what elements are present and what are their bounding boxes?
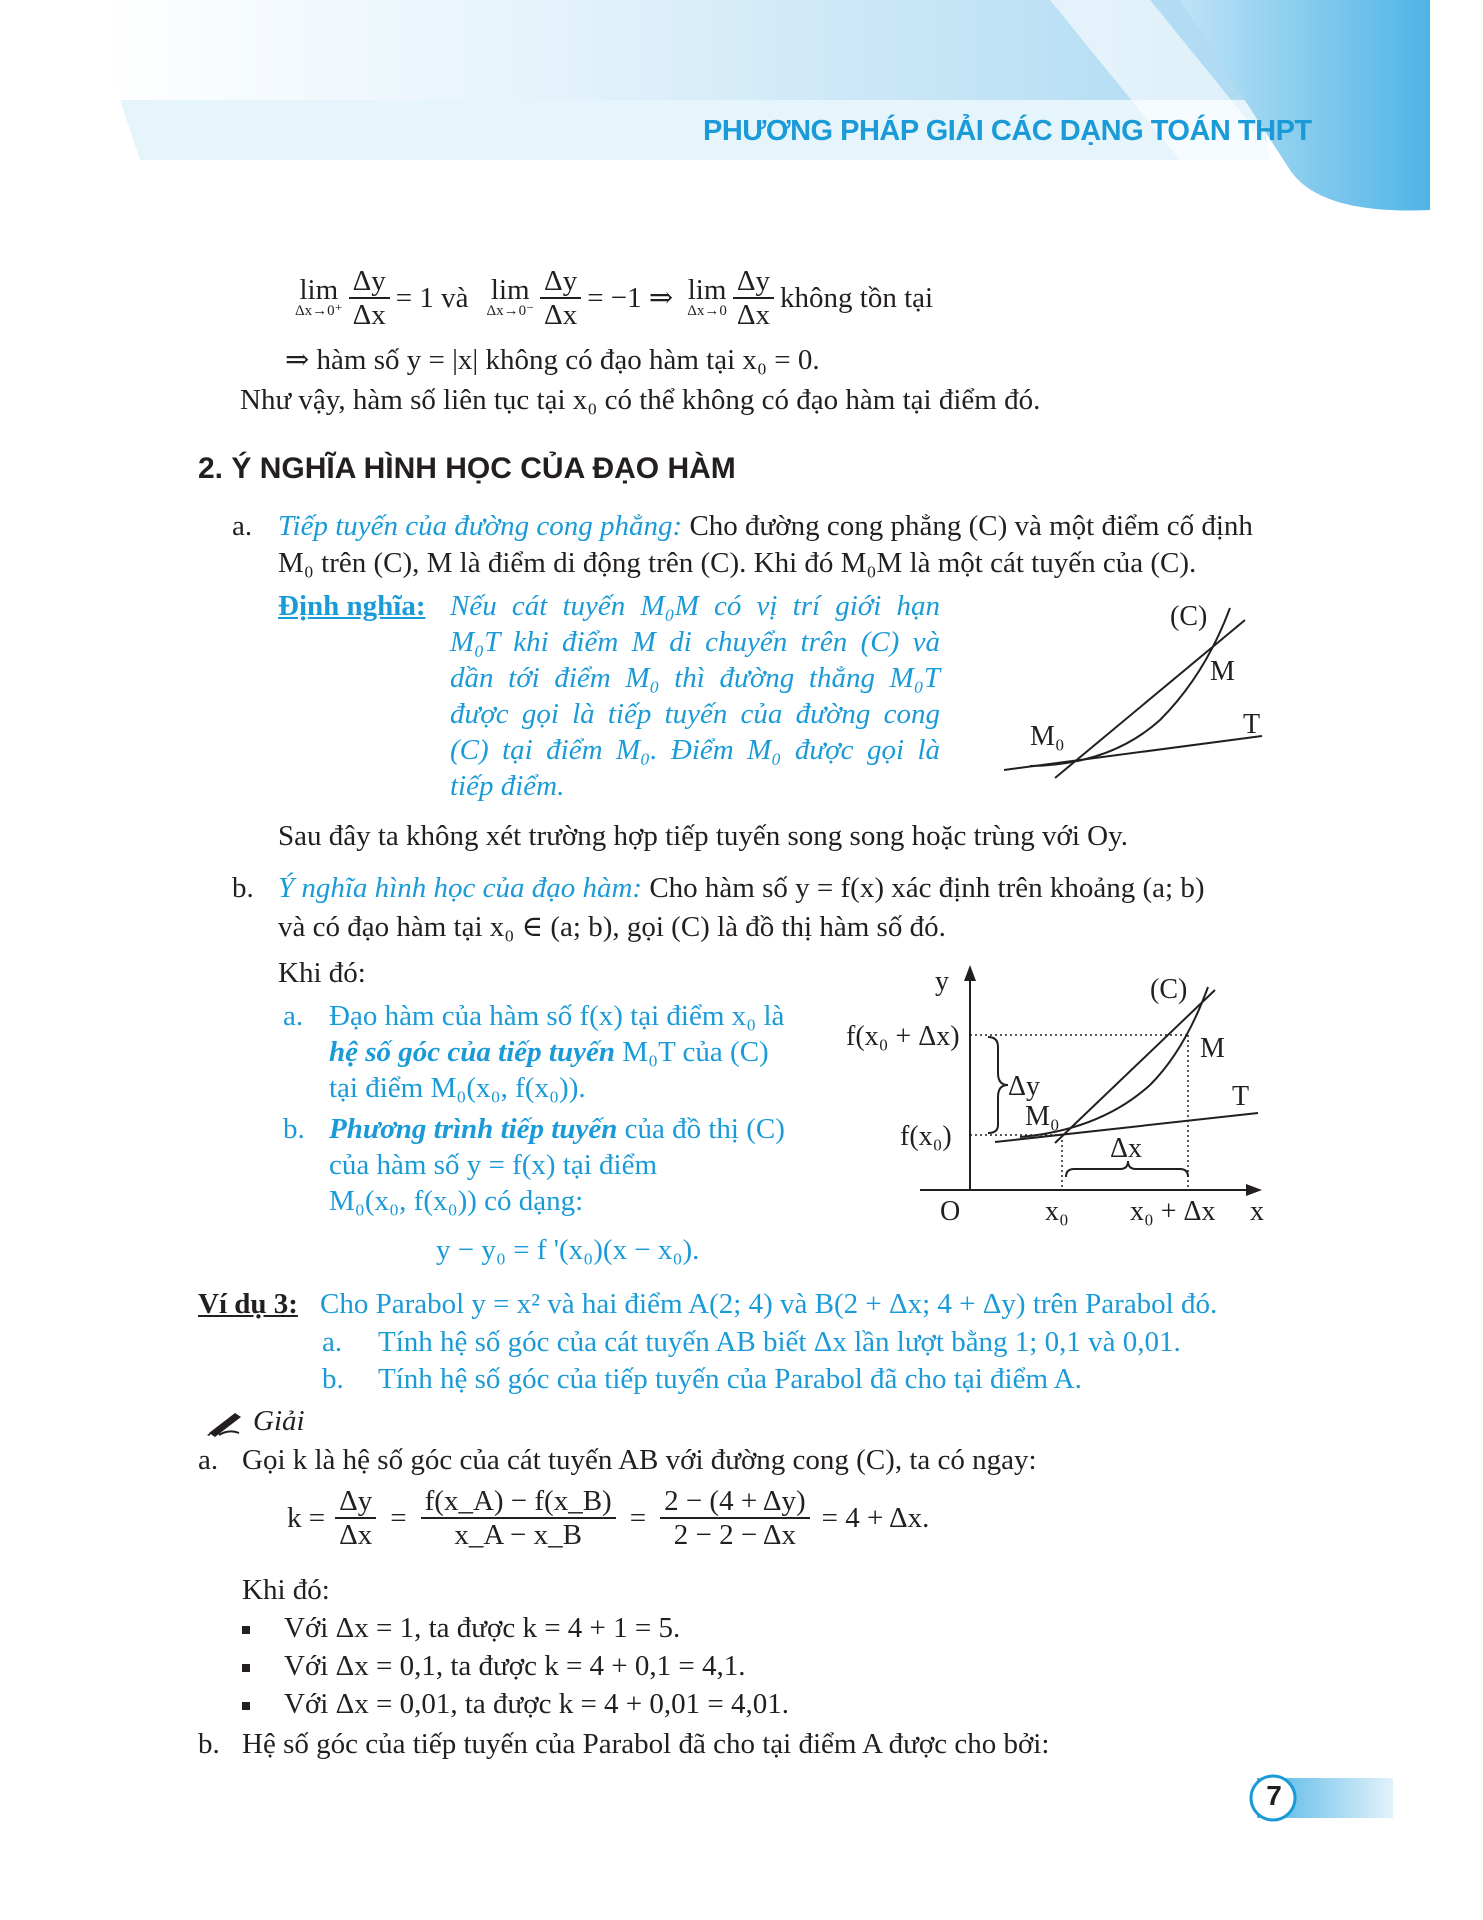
item-b-line-1: b. Ý nghĩa hình học của đạo hàm: Cho hàm số y = f(x) xác định trên khoảng (a; b) — [232, 872, 1205, 904]
definition-body: Nếu cát tuyến M₀M có vị trí giới hạn M₀T khi điểm M di chuyển trên (C) và dần tới điểm M₀ thì đường thẳng M₀T được gọi là tiếp tuyến của đường cong (C) tại điểm M₀. Điểm M₀ được gọi là tiếp điểm. — [450, 590, 940, 802]
eq-text-tail: không tồn tại — [780, 282, 934, 314]
label-m0: M₀ — [1025, 1101, 1060, 1132]
label-x: x — [1250, 1196, 1264, 1227]
label-m: M — [1210, 656, 1235, 687]
page-number-tab — [1235, 1772, 1395, 1822]
item-a-line-1: a. Tiếp tuyến của đường cong phẳng: Cho đường cong phẳng (C) và một điểm cố định — [232, 510, 1253, 542]
brace-dy — [988, 1037, 1008, 1133]
label-m: M — [1200, 1033, 1225, 1064]
page-number: 7 — [1266, 1780, 1282, 1811]
fraction-2: $\frac{\Delta y}{\Delta x}$ — [540, 265, 581, 331]
lim-2: lim Δx→0⁻ — [486, 274, 535, 319]
header-title: PHƯƠNG PHÁP GIẢI CÁC DẠNG TOÁN THPT — [703, 115, 1312, 147]
eq-text-2: = −1 ⇒ — [587, 282, 674, 314]
label-t: T — [1243, 709, 1261, 740]
label-o: O — [940, 1196, 961, 1227]
label-fx0: f(x₀) — [900, 1121, 952, 1152]
label-m0: M₀ — [1030, 721, 1065, 752]
secant-line — [1055, 620, 1245, 778]
example-label: Ví dụ 3: — [198, 1288, 298, 1320]
list-item: Với Δx = 0,01, ta được k = 4 + 0,01 = 4,01. — [242, 1686, 789, 1722]
eq-text-1: = 1 và — [395, 282, 469, 314]
label-dy: Δy — [1008, 1071, 1041, 1102]
khi-do-1: Khi đó: — [278, 957, 366, 989]
label-x0dx: x₀ + Δx — [1130, 1196, 1216, 1227]
k-frac-1: $\frac{\Delta y}{\Delta x}$ — [335, 1485, 376, 1551]
definition-label: Định nghĩa: — [278, 590, 426, 622]
tangent-figure-2 — [840, 965, 1280, 1235]
list-item: Với Δx = 0,1, ta được k = 4 + 0,1 = 4,1. — [242, 1648, 789, 1684]
item-b-line-2: và có đạo hàm tại x₀ ∈ (a; b), gọi (C) là đồ thị hàm số đó. — [278, 911, 946, 943]
label-y: y — [935, 966, 949, 997]
section-title: 2. Ý NGHĨA HÌNH HỌC CỦA ĐẠO HÀM — [198, 452, 736, 485]
fraction-1: $\frac{\Delta y}{\Delta x}$ — [349, 265, 390, 331]
pen-icon — [205, 1409, 245, 1437]
label-t: T — [1232, 1081, 1250, 1112]
solution-b-line: b. Hệ số góc của tiếp tuyến của Parabol đã cho tại điểm A được cho bởi: — [198, 1728, 1050, 1760]
k-formula: k = $\frac{\Delta y}{\Delta x}$ = $\frac{f(x\_A) - f(x\_B)}{x\_A - x\_B}$ = $\frac{2 - (4 + \Delta y)}{2 - 2 - \Delta x}$ = 4 + Δx. — [287, 1485, 930, 1551]
label-dx: Δx — [1110, 1133, 1143, 1164]
sub-item-b: b. Phương trình tiếp tuyến của đồ thị (C) của hàm số y = f(x) tại điểm M₀(x₀, f(x₀)) có dạng: — [283, 1113, 785, 1217]
fraction-3: $\frac{\Delta y}{\Delta x}$ — [733, 265, 774, 331]
header-banner — [0, 0, 1483, 215]
x-axis-arrow — [1246, 1184, 1262, 1196]
y-axis-arrow — [964, 965, 976, 981]
sub-item-a: a. Đạo hàm của hàm số f(x) tại điểm x₀ là hệ số góc của tiếp tuyến M₀T của (C) tại điểm M₀(x₀, f(x₀)). — [283, 1000, 785, 1104]
k-frac-2: $\frac{f(x\_A) - f(x\_B)}{x\_A - x\_B}$ — [421, 1485, 616, 1551]
lim-3: lim Δx→0 — [687, 274, 727, 319]
lim-1: lim Δx→0⁺ — [295, 274, 343, 319]
example-3-b: b. Tính hệ số góc của tiếp tuyến của Parabol đã cho tại điểm A. — [322, 1363, 1082, 1395]
label-fx0dx: f(x₀ + Δx) — [846, 1021, 960, 1052]
label-c: (C) — [1150, 974, 1188, 1005]
list-item: Với Δx = 1, ta được k = 4 + 1 = 5. — [242, 1610, 789, 1646]
top-line-2: ⇒ hàm số y = |x| không có đạo hàm tại x₀ = 0. — [285, 344, 820, 376]
label-c: (C) — [1170, 601, 1208, 632]
after-definition: Sau đây ta không xét trường hợp tiếp tuyến song song hoặc trùng với Oy. — [278, 820, 1128, 852]
example-3-line: Ví dụ 3: Cho Parabol y = x² và hai điểm A(2; 4) và B(2 + Δx; 4 + Δy) trên Parabol đó. — [198, 1288, 1218, 1320]
k-frac-3: $\frac{2 - (4 + \Delta y)}{2 - 2 - \Delta x}$ — [660, 1485, 810, 1551]
bullet-list — [242, 1610, 789, 1722]
tangent-figure-1 — [1000, 600, 1270, 790]
limit-formula-line — [295, 258, 933, 338]
item-a-line-2: M₀ trên (C), M là điểm di động trên (C). Khi đó M₀M là một cát tuyến của (C). — [278, 547, 1197, 579]
solution-heading: Giải — [205, 1403, 305, 1439]
label-x0: x₀ — [1045, 1196, 1069, 1227]
top-line-3: Như vậy, hàm số liên tục tại x₀ có thể không có đạo hàm tại điểm đó. — [240, 384, 1041, 416]
example-3-a: a. Tính hệ số góc của cát tuyến AB biết Δx lần lượt bằng 1; 0,1 và 0,01. — [322, 1326, 1181, 1358]
khi-do-2: Khi đó: — [242, 1574, 330, 1606]
tangent-equation: y − y₀ = f '(x₀)(x − x₀). — [436, 1234, 700, 1266]
solution-a-line: a. Gọi k là hệ số góc của cát tuyến AB với đường cong (C), ta có ngay: — [198, 1444, 1037, 1476]
